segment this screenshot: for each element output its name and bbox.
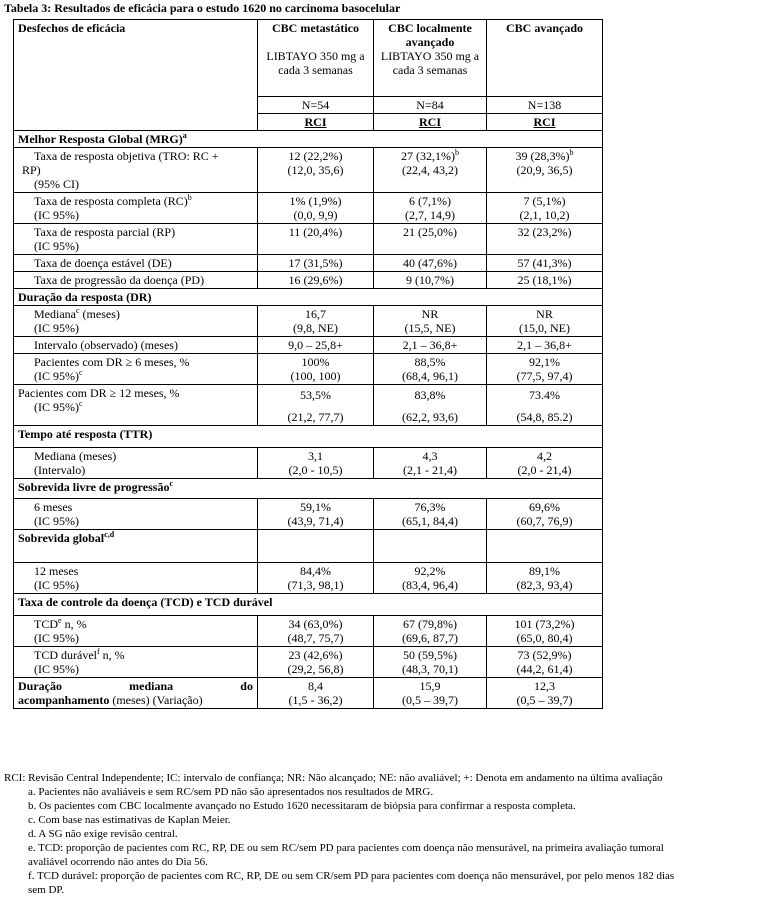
n-advanced: N=138: [487, 97, 603, 114]
row-label-median-dr: Mediana$^c$ (meses) (IC 95%): [14, 306, 258, 337]
table-row: Duração mediana do acompanhamento (meses) (Variação) 8,4 (1,5 - 36,2) 15,9 (0,5 – 39,7) 12,3 (0,5 – 39,7): [14, 678, 603, 709]
row-label-dr12: Pacientes com DR ≥ 12 meses, % (IC 95%)$^c$: [14, 385, 258, 426]
row-label-ttr: Mediana (meses) (Intervalo): [14, 448, 258, 479]
table-row: Mediana (meses) (Intervalo) 3,1 (2,0 - 10,5) 4,3 (2,1 - 21,4) 4,2 (2,0 - 21,4): [14, 448, 603, 479]
rci-advanced: RCI: [487, 114, 603, 131]
row-label-tcd-durable: TCD durável$^f$ n, % (IC 95%): [14, 647, 258, 678]
section-sg: Sobrevida global$^{c,d}$: [14, 530, 258, 563]
table-row: Taxa de resposta completa (RC)$^b$ (IC 95%) 1% (1,9%) (0,0, 9,9) 6 (7,1%) (2,7, 14,9) 7 (5,1%) (2,1, 10,2): [14, 193, 603, 224]
footnote-e: e. TCD: proporção de pacientes com RC, RP, DE ou sem RC/sem PD para pacientes com doença não mensurável, na primeira avaliação tumoral: [28, 842, 664, 854]
footnote-f: f. TCD durável: proporção de pacientes com RC, RP, DE ou sem CR/sem PD para pacientes com doença não mensurável, por pelo menos 182 dias: [28, 870, 675, 882]
table-row: Taxa de doença estável (DE) 17 (31,5%) 40 (47,6%) 57 (41,3%): [14, 255, 603, 272]
section-row-dr: [14, 289, 603, 306]
footnote-abbreviations: RCI: Revisão Central Independente; IC: intervalo de confiança; NR: Não alcançado; NE: não avaliável; +: Denota em andamento na última avaliação: [4, 772, 663, 784]
table-footnotes: [4, 771, 770, 897]
rci-locally-advanced: RCI: [374, 114, 487, 131]
table-row: Taxa de progressão da doença (PD) 16 (29,6%) 9 (10,7%) 25 (18,1%): [14, 272, 603, 289]
footnote-e-cont: avaliável ocorrendo não antes do Dia 56.: [28, 856, 208, 868]
section-row-slp: [14, 479, 603, 499]
footnote-b: b. Os pacientes com CBC localmente avançado no Estudo 1620 necessitaram de biópsia para confirmar a resposta completa.: [28, 800, 576, 812]
header-cell-endpoints: [14, 20, 258, 131]
table-row: TCD$^e$ n, % (IC 95%) 34 (63,0%) (48,7, 75,7) 67 (79,8%) (69,6, 87,7) 101 (73,2%) (65,0, 80,4): [14, 616, 603, 647]
row-label-pd: Taxa de progressão da doença (PD): [14, 272, 258, 289]
table-row: Mediana$^c$ (meses) (IC 95%) 16,7 (9,8, NE) NR (15,5, NE) NR (15,0, NE): [14, 306, 603, 337]
row-label-slp: 6 meses (IC 95%): [14, 499, 258, 530]
table-row: 6 meses (IC 95%) 59,1% (43,9, 71,4) 76,3% (65,1, 84,4) 69,6% (60,7, 76,9): [14, 499, 603, 530]
section-ttr: Tempo até resposta (TTR): [14, 426, 603, 448]
section-mrg: Melhor Resposta Global (MRG)$^a$: [14, 131, 603, 148]
section-row-ttr: [14, 426, 603, 448]
section-dr: Duração da resposta (DR): [14, 289, 603, 306]
table-title: Tabela 3: Resultados de eficácia para o estudo 1620 no carcinoma basocelular: [4, 1, 401, 15]
footnote-c: c. Com base nas estimativas de Kaplan Meier.: [28, 814, 231, 826]
header-endpoints-label: Desfechos de eficácia: [18, 21, 126, 35]
section-row-tcd: [14, 594, 603, 616]
table-row: Pacientes com DR ≥ 6 meses, % (IC 95%)$^c$ 100% (100, 100) 88,5% (68,4, 96,1) 92,1% (77,5, 97,4): [14, 354, 603, 385]
table-row: Taxa de resposta objetiva (TRO: RC + RP) (95% CI) 12 (22,2%) (12,0, 35,6) 27 $(32,1\%)^b$ (22,4, 43,2) 39 $(28,3\%)^b$ (20,9, 36,5): [14, 148, 603, 193]
footnote-a: a. Pacientes não avaliáveis e sem RC/sem PD não são apresentados nos resultados de MRG.: [28, 786, 434, 798]
efficacy-table: [13, 19, 603, 709]
row-label-interval: Intervalo (observado) (meses): [14, 337, 258, 354]
table-row: Intervalo (observado) (meses) 9,0 – 25,8+ 2,1 – 36,8+ 2,1 – 36,8+: [14, 337, 603, 354]
row-label-tcd: TCD$^e$ n, % (IC 95%): [14, 616, 258, 647]
header-cell-locally-advanced: CBC localmente avançado LIBTAYO 350 mg a cada 3 semanas: [374, 20, 487, 97]
row-label-de: Taxa de doença estável (DE): [14, 255, 258, 272]
section-row-sg: [14, 530, 603, 563]
table-row: TCD durável$^f$ n, % (IC 95%) 23 (42,6%) (29,2, 56,8) 50 (59,5%) (48,3, 70,1) 73 (52,9%) (44,2, 61,4): [14, 647, 603, 678]
header-cell-metastatic: CBC metastático LIBTAYO 350 mg a cada 3 semanas: [258, 20, 374, 97]
n-locally-advanced: N=84: [374, 97, 487, 114]
header-cell-advanced: CBC avançado: [487, 20, 603, 97]
header-row: [14, 20, 603, 97]
table-row: Taxa de resposta parcial (RP) (IC 95%) 11 (20,4%) 21 (25,0%) 32 (23,2%): [14, 224, 603, 255]
n-metastatic: N=54: [258, 97, 374, 114]
footnote-d: d. A SG não exige revisão central.: [28, 828, 178, 840]
section-row-mrg: [14, 131, 603, 148]
footnote-f-cont: sem DP.: [28, 884, 65, 896]
row-label-sg: 12 meses (IC 95%): [14, 563, 258, 594]
rci-metastatic: RCI: [258, 114, 374, 131]
table-row: 12 meses (IC 95%) 84,4% (71,3, 98,1) 92,2% (83,4, 96,4) 89,1% (82,3, 93,4): [14, 563, 603, 594]
table-row: Pacientes com DR ≥ 12 meses, % (IC 95%)$^c$ 53,5% (21,2, 77,7) 83,8% (62,2, 93,6) 73.4% (54,8, 85.2): [14, 385, 603, 426]
section-slp: Sobrevida livre de progressão$^c$: [14, 479, 603, 499]
row-label-trp: Taxa de resposta parcial (RP) (IC 95%): [14, 224, 258, 255]
row-label-tro: Taxa de resposta objetiva (TRO: RC + RP) (95% CI): [14, 148, 258, 193]
section-tcd: Taxa de controle da doença (TCD) e TCD durável: [14, 594, 603, 616]
row-label-trc: Taxa de resposta completa (RC)$^b$ (IC 95%): [14, 193, 258, 224]
row-label-followup: Duração mediana do acompanhamento (meses) (Variação): [14, 678, 258, 709]
row-label-dr6: Pacientes com DR ≥ 6 meses, % (IC 95%)$^c$: [14, 354, 258, 385]
